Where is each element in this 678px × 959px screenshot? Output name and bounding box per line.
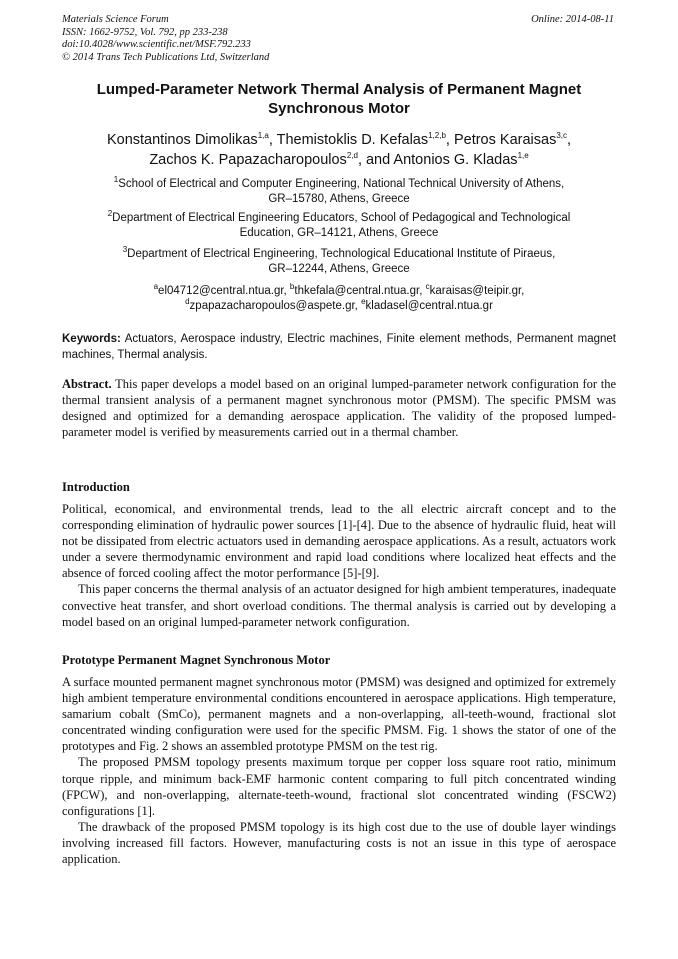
author-affiliation-mark: 1,a [257, 131, 269, 141]
email-address[interactable]: zpapazacharopoulos@aspete.gr, [189, 300, 362, 312]
online-date: Online: 2014-08-11 [531, 14, 614, 25]
author-affiliation-mark: 3,c [556, 131, 567, 141]
author-affiliation-mark: 2,d [346, 151, 358, 161]
keywords-block [62, 332, 616, 363]
affiliation-line: Education, GR–14121, Athens, Greece [239, 227, 439, 239]
author-name: Petros Karaisas [453, 132, 557, 148]
email-mark: a [153, 282, 159, 292]
keywords-text: Actuators, Aerospace industry, Electric machines, Finite element methods, Permanent magnet machines, Thermal analysis. [62, 333, 616, 361]
email-mark: b [289, 282, 295, 292]
issn-line: ISSN: 1662-9752, Vol. 792, pp 233-238 [62, 26, 228, 38]
prototype-section [62, 674, 616, 867]
email-mark: d [185, 297, 190, 307]
affiliation-line: GR–15780, Athens, Greece [268, 193, 410, 205]
author-list [62, 130, 616, 170]
keywords-label: Keywords: [62, 333, 121, 345]
email-mark: e [361, 297, 366, 307]
email-address[interactable]: karaisas@teipir.gr, [429, 285, 525, 297]
paragraph: The drawback of the proposed PMSM topology is its high cost due to the use of double layer windings involving increased fill factors. However, manufacturing costs is not an issue in this type of aerospace application. [62, 819, 616, 867]
email-address[interactable]: thkefala@central.ntua.gr, [294, 285, 426, 297]
abstract-block [62, 376, 616, 440]
email-list [62, 284, 616, 314]
doi-line: doi:10.4028/www.scientific.net/MSF.792.233 [62, 39, 251, 50]
affiliation-line: Department of Electrical Engineering Educators, School of Pedagogical and Technological [112, 212, 571, 224]
affiliation-3 [62, 247, 616, 277]
paragraph: Political, economical, and environmental trends, lead to the all electric aircraft concept and to the corresponding elimination of hydraulic power sources [1]-[4]. Due to the absence of hydraulic fluid, heat will not be dissipated from electric actuators used in demanding aerospace applications. As a result, actuators work under a severe thermodynamic environment and rapid load conditions where localized heat effects and the absence of forced cooling affect the motor performance [5]-[9]. [62, 502, 616, 581]
journal-header [62, 14, 269, 64]
title-line-1: Lumped-Parameter Network Thermal Analysis of Permanent Magnet [96, 81, 582, 98]
affiliation-line: GR–12244, Athens, Greece [268, 263, 410, 275]
author-name: Themistoklis D. Kefalas [276, 132, 429, 148]
affiliation-mark: 3 [122, 245, 128, 255]
prototype-heading: Prototype Permanent Magnet Synchronous Motor [62, 653, 331, 667]
author-affiliation-mark: 1,e [517, 151, 529, 161]
affiliation-1 [62, 177, 616, 207]
journal-name: Materials Science Forum [62, 14, 169, 25]
paragraph: A surface mounted permanent magnet synchronous motor (PMSM) was designed and optimized for extremely high ambient temperature environmental conditions encountered in aerospace applications. High temperature, samarium cobalt (SmCo), permanent magnets and a non-overlapping, all-teeth-wound, fractional slot concentrated winding configuration were used for the specific PMSM. Fig. 1 shows the stator of one of the prototypes and Fig. 2 shows an assembled prototype PMSM on the test rig. [62, 675, 616, 754]
author-separator: , [268, 132, 277, 148]
paragraph: This paper concerns the thermal analysis of an actuator designed for high ambient temperatures, inadequate convective heat transfer, and short overload conditions. The thermal analysis is carried out by developing a model based on an original lumped-parameter network configuration. [62, 582, 616, 629]
affiliation-line: Department of Electrical Engineering, Technological Educational Institute of Piraeus, [127, 248, 556, 260]
abstract-label: Abstract. [62, 377, 112, 391]
author-separator: , [445, 132, 454, 148]
author-name: Zachos K. Papazacharopoulos [149, 152, 347, 168]
paragraph: The proposed PMSM topology presents maximum torque per copper loss square root ratio, minimum torque ripple, and minimum back-EMF harmonic content comparing to full pitch concentrated winding (FPCW), and non-overlapping, alternate-teeth-wound, fractional slot concentrated winding (FSCW2) configurations [1]. [62, 755, 616, 818]
affiliation-2 [62, 211, 616, 241]
email-address[interactable]: el04712@central.ntua.gr, [158, 285, 290, 297]
email-address[interactable]: kladasel@central.ntua.gr [365, 300, 493, 312]
introduction-heading: Introduction [62, 480, 130, 494]
author-separator: , [567, 132, 572, 148]
affiliation-mark: 2 [107, 209, 113, 219]
affiliation-mark: 1 [113, 175, 119, 185]
author-name: Konstantinos Dimolikas [106, 132, 258, 148]
author-separator: , and [357, 152, 394, 168]
affiliation-line: School of Electrical and Computer Engineering, National Technical University of Athens, [118, 178, 565, 190]
introduction-section [62, 501, 616, 630]
email-mark: c [425, 282, 430, 292]
copyright-line: © 2014 Trans Tech Publications Ltd, Switzerland [62, 51, 270, 63]
author-name: Antonios G. Kladas [393, 152, 518, 168]
abstract-text: This paper develops a model based on an original lumped-parameter network configuration for the thermal transient analysis of a permanent magnet synchronous motor (PMSM). The specific PMSM was designed and optimized for a demanding aerospace application. The validity of the proposed lumped-parameter model is verified by measurements carried out in a thermal chamber. [62, 377, 616, 440]
title-line-2: Synchronous Motor [268, 100, 410, 117]
paper-title [62, 80, 616, 118]
author-affiliation-mark: 1,2,b [428, 131, 446, 141]
